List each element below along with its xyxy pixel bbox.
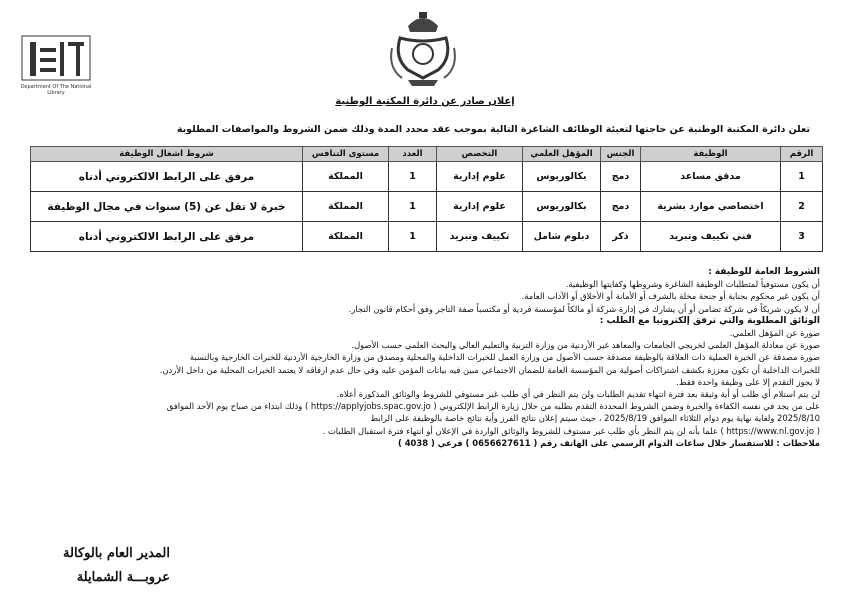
cell-count: 1 [389, 192, 437, 222]
announcement-title: إعلان صادر عن دائرة المكتبة الوطنية [335, 96, 515, 107]
signatory-title: المدير العام بالوكالة [63, 546, 170, 561]
cell-job: اختصاصي موارد بشرية [641, 192, 781, 222]
list-item: أن يكون مستوفياً لمتطلبات الوظيفة الشاغرة وشروطها وكفايتها الوظيفية. [565, 279, 820, 290]
header-job-conditions: شروط اشغال الوظيفة [31, 147, 303, 162]
cell-gender: ذكر [601, 222, 641, 252]
contact-note: ملاحظات : للاستفسار خلال ساعات الدوام الرسمي على الهاتف رقم ( 0656627611 ) فرعي ( 4038 ) [397, 437, 820, 448]
cell-number: 3 [781, 222, 823, 252]
national-library-logo [20, 34, 92, 96]
table-row [31, 222, 823, 252]
table-row [31, 162, 823, 192]
list-item: للخبرات الداخلية أن تكون معززة بكشف اشتراكات أصولية من المؤسسة العامة للضمان الاجتماعي مبين فيه بيانات المؤمن عليه وفي حال عدم ارفاقه لا يعتمد الخبرات المحلية من داخل الأردن. [159, 364, 820, 375]
results-link-text: ( https://www.nl.gov.jo ) علما بأنه لن يتم النظر بأي طلب غير مستوف للشروط والوثائق الواردة في الإعلان أو انتهاء فترة استقبال الطلبات . [322, 425, 820, 436]
cell-competition-level: المملكة [303, 222, 389, 252]
application-link-text: على من يجد في نفسه الكفاءة والخبرة وضمن الشروط المحددة التقدم بطلبه من خلال زيارة الرابط الإلكتروني ( https://applyjobs.spac.gov.jo ) وذلك ابتداء من صباح يوم الأحد الموافق [166, 401, 820, 412]
cell-specialization: علوم إدارية [437, 192, 523, 222]
signatory-name: عروبـــة الشمايلة [76, 570, 170, 585]
cell-competition-level: المملكة [303, 162, 389, 192]
required-documents-heading: الوثائق المطلوبة والتي ترفق إلكترونيا مع الطلب : [599, 315, 820, 326]
cell-competition-level: المملكة [303, 192, 389, 222]
list-item: لا يجوز التقدم إلا على وظيفة واحدة فقط. [676, 376, 820, 387]
list-item: لن يتم استلام أي طلب أو أية وثيقة بعد فترة انتهاء تقديم الطلبات ولن يتم النظر في أي طلب غير مستوفي للشروط والوثائق المذكورة أعلاه. [336, 389, 820, 400]
cell-qualification: بكالوريوس [523, 162, 601, 192]
list-item: أن لا يكون شريكاً في شركة تضامن أو أن يشارك في إدارة شركة أو مالكاً لمؤسسة فردية أو مكتسباً صفة التاجر وفق أحكام قانون التجار. [348, 303, 820, 314]
announcement-intro: تعلن دائرة المكتبة الوطنية عن حاجتها لتعبئة الوظائف الشاغرة التالية بموجب عقد محدد المدة وذلك ضمن الشروط والمواصفات المطلوبة [176, 124, 810, 135]
header-count: العدد [389, 147, 437, 162]
list-item: صورة مصدقة عن الخبرة العملية ذات العلاقة بالوظيفة مصدقة حسب الأصول من وزارة العمل للخبرات الداخلية والمحلية ومصدق من وزارة الخارجية الأردنية للخبرات الخارجية وبالنسبة [189, 352, 820, 363]
general-conditions-heading: الشروط العامة للوظيفة : [708, 267, 820, 277]
header-job: الوظيفة [641, 147, 781, 162]
signature-block [30, 542, 170, 590]
cell-number: 1 [781, 162, 823, 192]
cell-number: 2 [781, 192, 823, 222]
cell-qualification: بكالوريوس [523, 192, 601, 222]
list-item: أن يكون غير محكوم بجناية أو جنحة مخلة بالشرف أو الأمانة أو الأخلاق أو الآداب العامة. [521, 291, 820, 302]
conditions-section [30, 266, 820, 449]
header-qualification: المؤهل العلمي [523, 147, 601, 162]
cell-count: 1 [389, 162, 437, 192]
cell-job-conditions: مرفق على الرابط الالكتروني أدناه [31, 222, 303, 252]
vacancies-table [30, 146, 823, 252]
list-item: صورة عن المؤهل العلمي. [729, 328, 820, 339]
library-logo-icon [20, 34, 92, 84]
table-row [31, 192, 823, 222]
cell-qualification: دبلوم شامل [523, 222, 601, 252]
cell-specialization: علوم إدارية [437, 162, 523, 192]
cell-gender: دمج [601, 192, 641, 222]
royal-emblem-icon [388, 8, 458, 88]
list-item: صورة عن معادلة المؤهل العلمي لخريجي الجامعات والمعاهد غير الأردنية من وزارة التربية والتعليم العالي والبحث العلمي حسب الأصول. [351, 340, 820, 351]
cell-job-conditions: مرفق على الرابط الالكتروني أدناه [31, 162, 303, 192]
cell-specialization: تكييف وتبريد [437, 222, 523, 252]
header-number: الرقم [781, 147, 823, 162]
cell-count: 1 [389, 222, 437, 252]
application-dates-text: 2025/8/10 ولغاية نهاية يوم دوام الثلاثاء الموافق 2025/8/19 ، حيث سيتم إعلان نتائج الفرز وأية نتائج خاصة بالوظيفة على الرابط [370, 413, 820, 424]
header-gender: الجنس [601, 147, 641, 162]
cell-job: فني تكييف وتبريد [641, 222, 781, 252]
library-logo-text: Department Of The National Library [20, 84, 92, 96]
cell-gender: دمج [601, 162, 641, 192]
header-competition-level: مستوى التنافس [303, 147, 389, 162]
header-specialization: التخصص [437, 147, 523, 162]
table-header-row [31, 147, 823, 162]
cell-job-conditions: خبرة لا تقل عن (5) سنوات في مجال الوظيفة [31, 192, 303, 222]
cell-job: مدقق مساعد [641, 162, 781, 192]
